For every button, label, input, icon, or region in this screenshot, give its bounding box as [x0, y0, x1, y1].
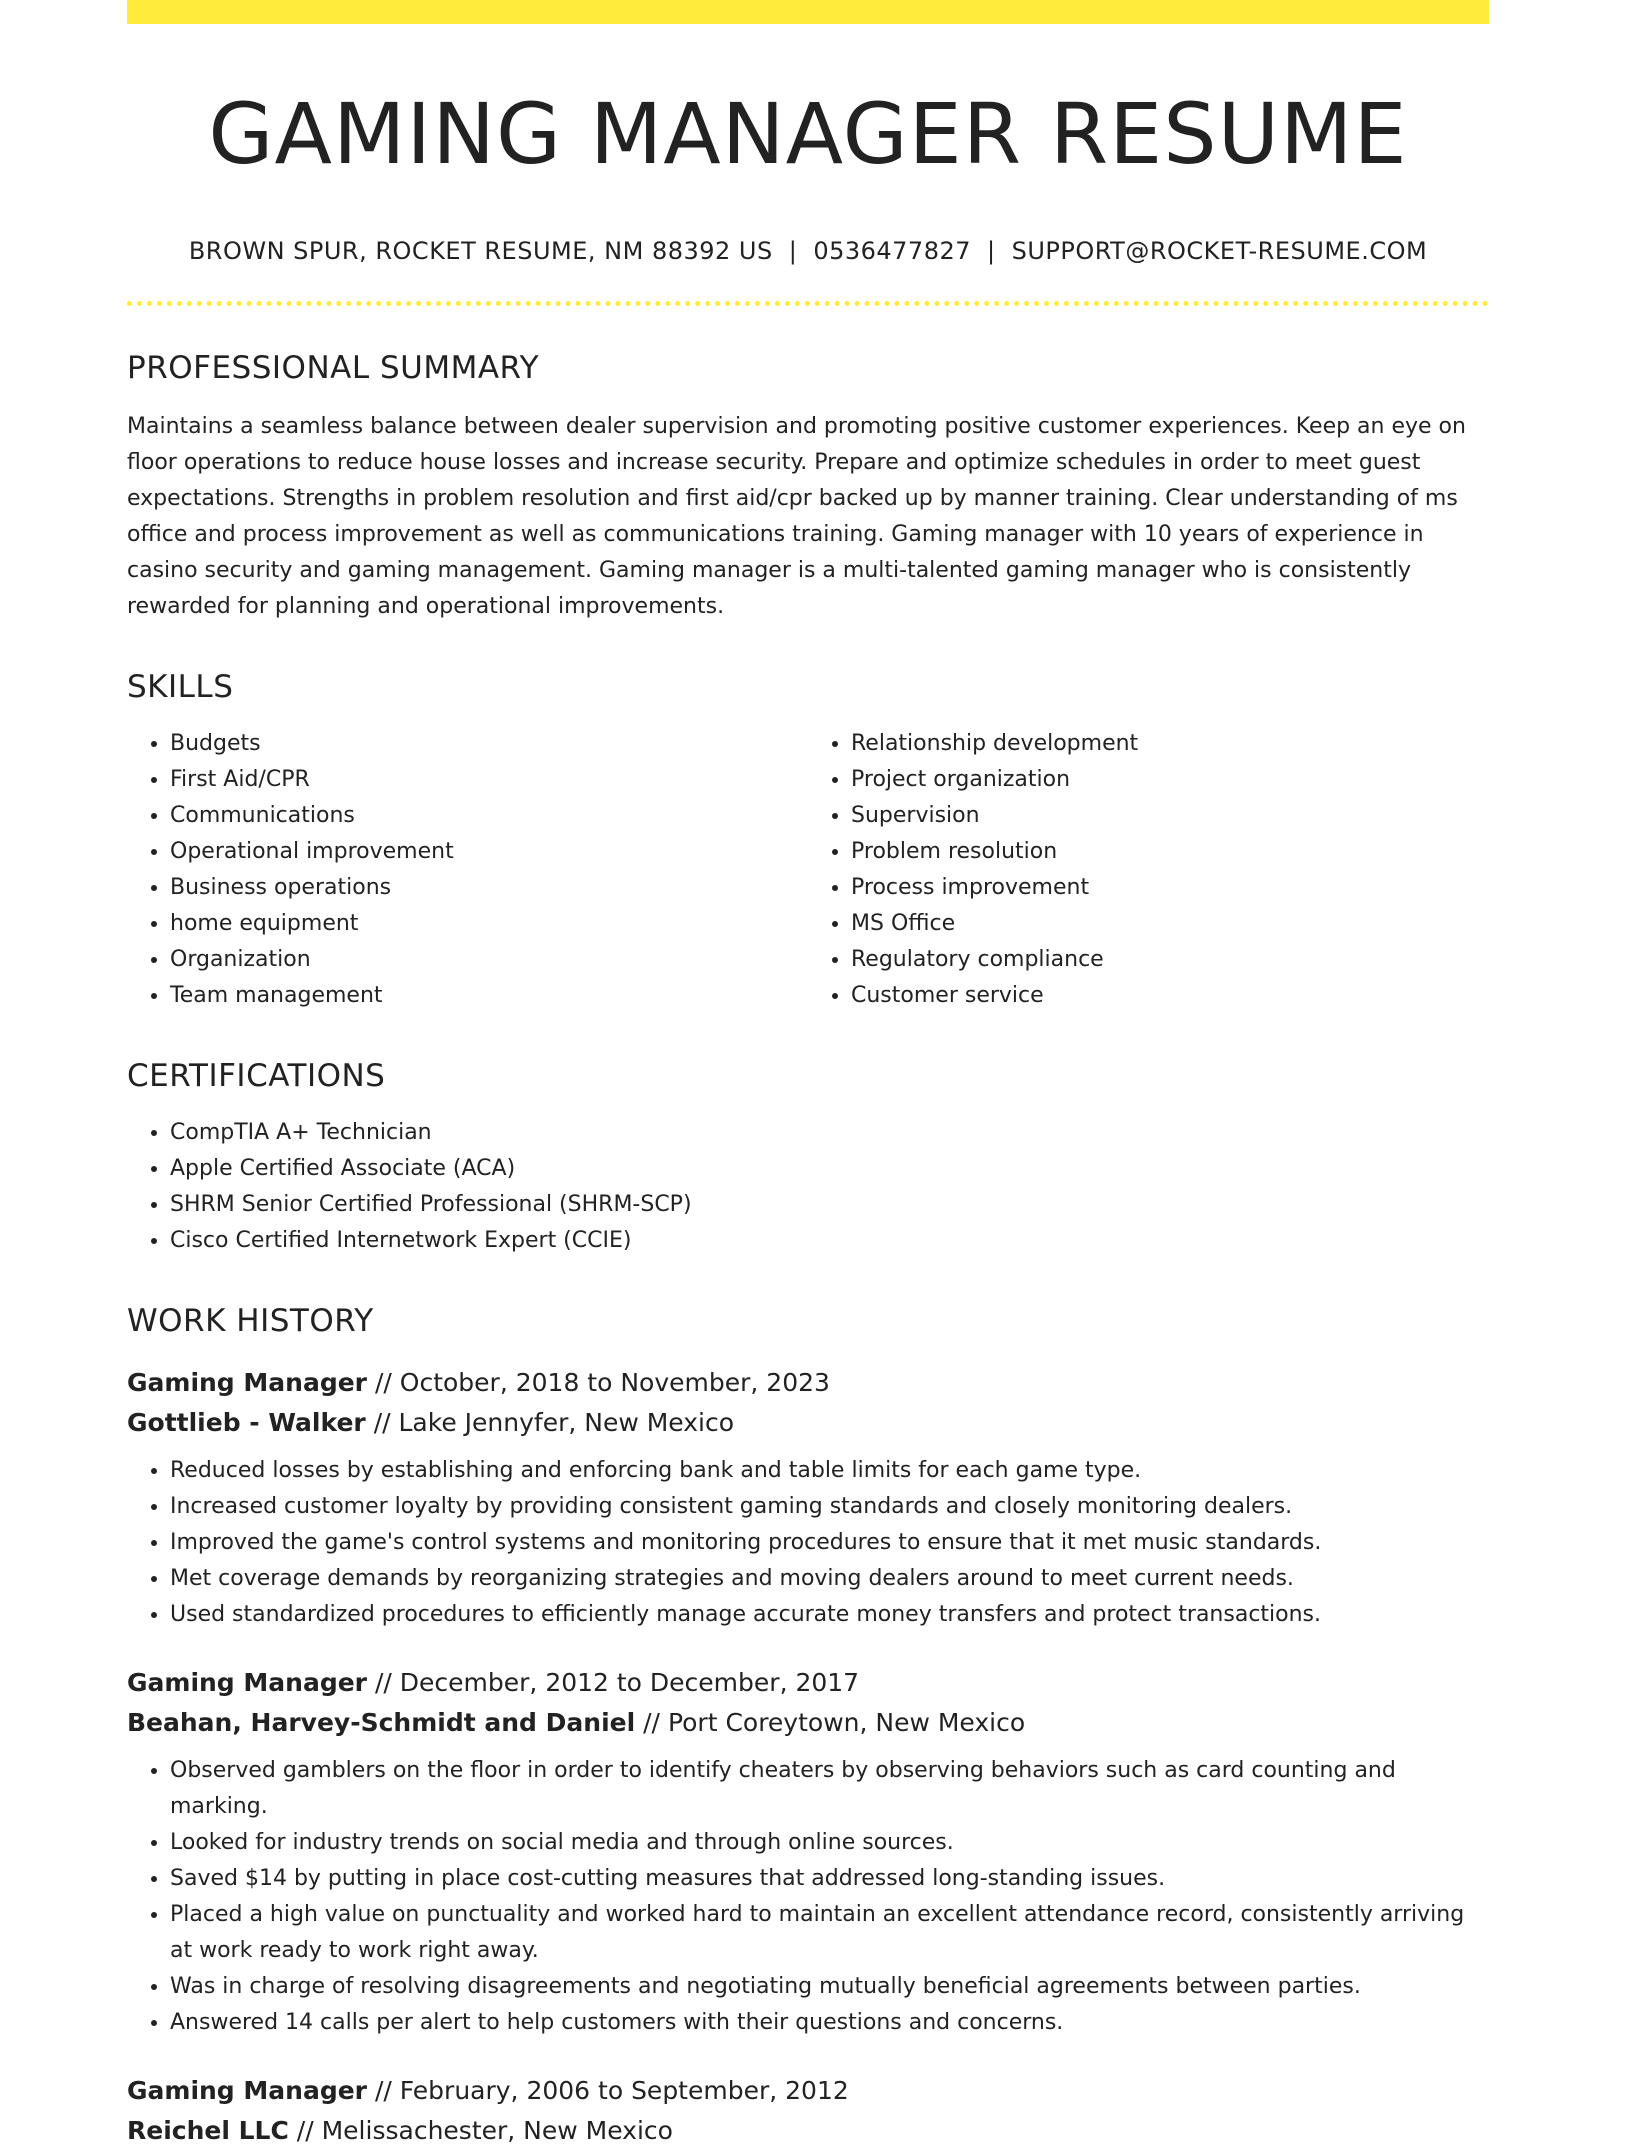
- list-item: • Team management: [170, 978, 808, 1014]
- list-item: • SHRM Senior Certified Professional (SHRM-SCP): [170, 1187, 1489, 1223]
- job-location: Port Coreytown, New Mexico: [667, 1707, 1026, 1737]
- list-item: • Organization: [170, 942, 808, 978]
- summary-text: Maintains a seamless balance between dealer supervision and promoting positive customer experiences. Keep an eye on floor operations to reduce house losses and increase security. Prepare and optimize schedules in order to meet guest expectations. Strengths in problem resolution and first aid/cpr backed up by manner training. Clear understanding of ms office and process improvement as well as communications training. Gaming manager with 10 years of experience in casino security and gaming management. Gaming manager is a multi-talented gaming manager who is consistently rewarded for planning and operational improvements.: [127, 413, 1466, 619]
- dotted-divider: [127, 301, 1489, 306]
- job-title-line: [127, 1363, 1489, 1403]
- list-item: • Saved $14 by putting in place cost-cutting measures that addressed long-standing issues.: [170, 1861, 1489, 1897]
- list-item: • Increased customer loyalty by providing consistent gaming standards and closely monitoring dealers.: [170, 1489, 1489, 1525]
- job-title: Gaming Manager: [127, 1367, 368, 1397]
- contact-separator: |: [987, 236, 996, 265]
- job-title: Gaming Manager: [127, 2075, 368, 2105]
- list-item: • Business operations: [170, 870, 808, 906]
- skills-grid: [127, 726, 1489, 1014]
- job-entry: [127, 2071, 1489, 2151]
- skills-list-right: [808, 726, 1489, 1014]
- list-item: • Used standardized procedures to efficiently manage accurate money transfers and protect transactions.: [170, 1597, 1489, 1633]
- list-item: • Customer service: [851, 978, 1489, 1014]
- list-item: • MS Office: [851, 906, 1489, 942]
- skills-list-left: [127, 726, 808, 1014]
- list-item: • Met coverage demands by reorganizing strategies and moving dealers around to meet current needs.: [170, 1561, 1489, 1597]
- job-entry: [127, 1663, 1489, 2041]
- list-item: • Problem resolution: [851, 834, 1489, 870]
- list-item: • Budgets: [170, 726, 808, 762]
- list-item: • Placed a high value on punctuality and worked hard to maintain an excellent attendance record, consistently arriving at work ready to work right away.: [170, 1897, 1489, 1969]
- job-company: Reichel LLC: [127, 2115, 289, 2145]
- skills-heading: SKILLS: [127, 668, 234, 705]
- work-history-list: [127, 1363, 1489, 2151]
- list-item: • Communications: [170, 798, 808, 834]
- job-title: Gaming Manager: [127, 1667, 368, 1697]
- job-dates: February, 2006 to September, 2012: [399, 2075, 849, 2105]
- list-item: • Operational improvement: [170, 834, 808, 870]
- job-company: Beahan, Harvey-Schmidt and Daniel: [127, 1707, 636, 1737]
- joiner: //: [374, 2075, 392, 2105]
- list-item: • Cisco Certified Internetwork Expert (CCIE): [170, 1223, 1489, 1259]
- list-item: • Project organization: [851, 762, 1489, 798]
- list-item: • Answered 14 calls per alert to help customers with their questions and concerns.: [170, 2005, 1489, 2041]
- job-location: Lake Jennyfer, New Mexico: [398, 1407, 735, 1437]
- contact-phone: 0536477827: [813, 236, 972, 265]
- joiner: //: [374, 1367, 392, 1397]
- job-bullets: [127, 1753, 1489, 2041]
- job-dates: October, 2018 to November, 2023: [399, 1367, 830, 1397]
- contact-line: [127, 237, 1489, 265]
- list-item: • Looked for industry trends on social media and through online sources.: [170, 1825, 1489, 1861]
- job-bullets: [127, 1453, 1489, 1633]
- resume-title: GAMING MANAGER RESUME: [208, 85, 1408, 183]
- list-item: • Regulatory compliance: [851, 942, 1489, 978]
- job-company: Gottlieb - Walker: [127, 1407, 366, 1437]
- list-item: • home equipment: [170, 906, 808, 942]
- certifications-list: [127, 1115, 1489, 1259]
- job-dates: December, 2012 to December, 2017: [399, 1667, 860, 1697]
- contact-email: SUPPORT@ROCKET-RESUME.COM: [1011, 236, 1428, 265]
- list-item: • Relationship development: [851, 726, 1489, 762]
- job-company-line: [127, 1703, 1489, 1743]
- list-item: • Reduced losses by establishing and enforcing bank and table limits for each game type.: [170, 1453, 1489, 1489]
- accent-bar: [127, 0, 1489, 24]
- contact-separator: |: [788, 236, 798, 265]
- summary-heading: PROFESSIONAL SUMMARY: [127, 349, 540, 386]
- job-location: Melissachester, New Mexico: [321, 2115, 673, 2145]
- certifications-heading: CERTIFICATIONS: [127, 1058, 386, 1095]
- list-item: • Observed gamblers on the floor in order to identify cheaters by observing behaviors such as card counting and marking.: [170, 1753, 1489, 1825]
- job-company-line: [127, 2111, 1489, 2151]
- joiner: //: [373, 1407, 391, 1437]
- list-item: • Apple Certified Associate (ACA): [170, 1151, 1489, 1187]
- resume-page: [127, 0, 1489, 2151]
- job-title-line: [127, 2071, 1489, 2111]
- contact-address: BROWN SPUR, ROCKET RESUME, NM 88392 US: [188, 236, 773, 265]
- job-entry: [127, 1363, 1489, 1633]
- joiner: //: [643, 1707, 660, 1737]
- joiner: //: [374, 1667, 392, 1697]
- list-item: • Supervision: [851, 798, 1489, 834]
- job-company-line: [127, 1403, 1489, 1443]
- list-item: • Was in charge of resolving disagreements and negotiating mutually beneficial agreements between parties.: [170, 1969, 1489, 2005]
- list-item: • CompTIA A+ Technician: [170, 1115, 1489, 1151]
- list-item: • Process improvement: [851, 870, 1489, 906]
- job-title-line: [127, 1663, 1489, 1703]
- joiner: //: [296, 2115, 314, 2145]
- list-item: • Improved the game's control systems and monitoring procedures to ensure that it met music standards.: [170, 1525, 1489, 1561]
- work-history-heading: WORK HISTORY: [127, 1303, 374, 1340]
- list-item: • First Aid/CPR: [170, 762, 808, 798]
